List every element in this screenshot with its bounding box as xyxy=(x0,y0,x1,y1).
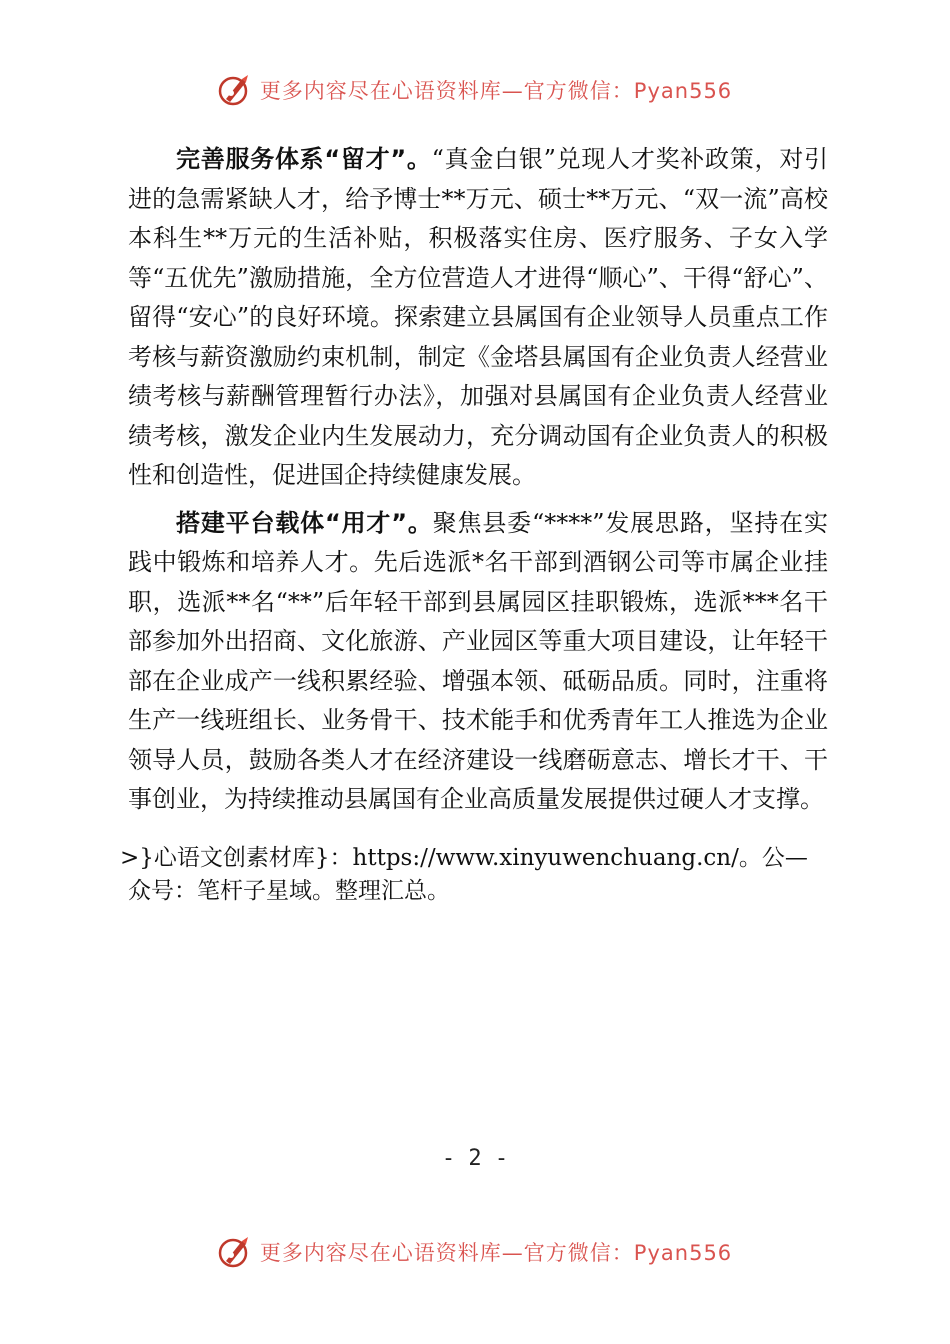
header-banner xyxy=(0,66,950,114)
header-banner-text: 更多内容尽在心语资料库—官方微信：Pyan556 xyxy=(259,79,733,103)
paragraph-lead-heading: 完善服务体系“留才”。 xyxy=(176,145,432,173)
pen-logo-icon xyxy=(218,1235,252,1269)
page-number: - 2 - xyxy=(441,1146,509,1171)
paragraph-text: “真金白银”兑现人才奖补政策，对引进的急需紧缺人才，给予博士**万元、硕士**万元、“双一流”高校本科生**万元的生活补贴，积极落实住房、医疗服务、子女入学等“五优先”激励措施，全方位营造人才进得“顺心”、干得“舒心”、留得“安心”的良好环境。探索建立县属国有企业领导人员重点工作考核与薪资激励约束机制，制定《金塔县属国有企业负责人经营业绩考核与薪酬管理暂行办法》，加强对县属国有企业负责人经营业绩考核，激发企业内生发展动力，充分调动国有企业负责人的积极性和创造性，促进国企持续健康发展。 xyxy=(128,145,828,489)
footer-banner xyxy=(0,1228,950,1276)
source-note: >}心语文创素材库}：https://www.xinyuwenchuang.cn/。公—众号：笔杆子星域。整理汇总。 xyxy=(120,844,808,904)
pen-logo-icon xyxy=(218,73,252,107)
document-body xyxy=(120,140,828,908)
paragraph-retain-talent xyxy=(128,140,828,496)
footer-banner-text: 更多内容尽在心语资料库—官方微信：Pyan556 xyxy=(259,1241,733,1265)
paragraph-text: 聚焦县委“****”发展思路，坚持在实践中锻炼和培养人才。先后选派*名干部到酒钢公司等市属企业挂职，选派**名“**”后年轻干部到县属园区挂职锻炼，选派***名干部参加外出招商、文化旅游、产业园区等重大项目建设，让年轻干部在企业成产一线积累经验、增强本领、砥砺品质。同时，注重将生产一线班组长、业务骨干、技术能手和优秀青年工人推选为企业领导人员，鼓励各类人才在经济建设一线磨砺意志、增长才干、干事创业，为持续推动县属国有企业高质量发展提供过硬人才支撑。 xyxy=(128,508,828,813)
paragraph-lead-heading: 搭建平台载体“用才”。 xyxy=(176,508,433,537)
paragraph-use-talent xyxy=(128,504,828,820)
